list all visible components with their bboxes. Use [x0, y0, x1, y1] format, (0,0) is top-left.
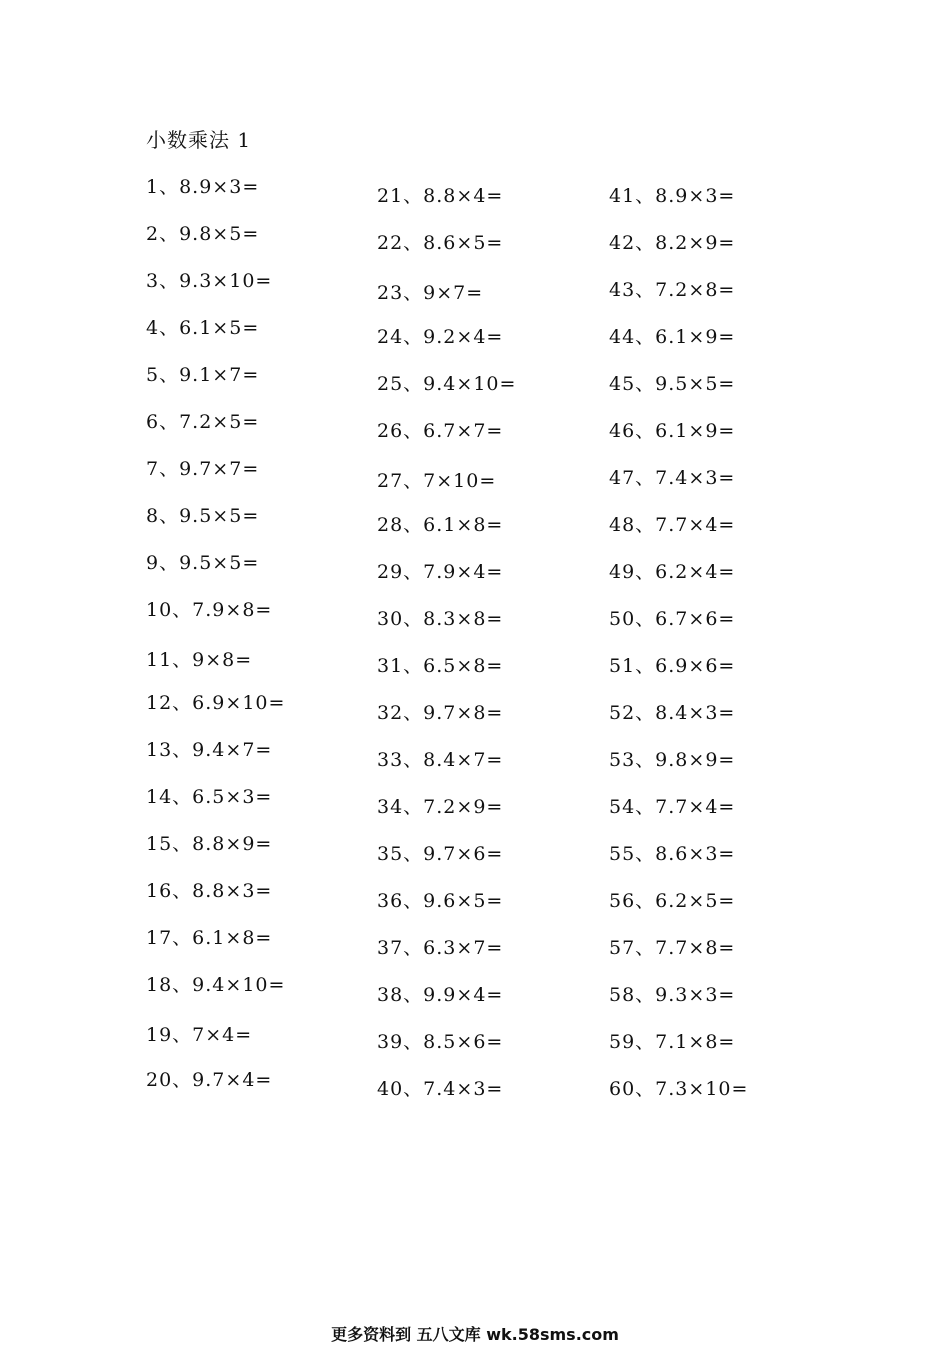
problem-item: 31、6.5×8= [377, 655, 504, 677]
problem-item: 34、7.2×9= [377, 796, 504, 818]
problem-item: 9、9.5×5= [146, 552, 260, 574]
problem-item: 57、7.7×8= [609, 937, 736, 959]
problem-item: 56、6.2×5= [609, 890, 736, 912]
problem-item: 45、9.5×5= [609, 373, 736, 395]
problem-item: 19、7×4= [146, 1024, 253, 1046]
page-title: 小数乘法 1 [146, 128, 252, 152]
problem-item: 43、7.2×8= [609, 279, 736, 301]
problem-item: 26、6.7×7= [377, 420, 504, 442]
problem-item: 53、9.8×9= [609, 749, 736, 771]
problem-item: 22、8.6×5= [377, 232, 504, 254]
problem-item: 47、7.4×3= [609, 467, 736, 489]
problem-item: 13、9.4×7= [146, 739, 273, 761]
problem-item: 14、6.5×3= [146, 786, 273, 808]
problem-item: 33、8.4×7= [377, 749, 504, 771]
problem-item: 40、7.4×3= [377, 1078, 504, 1100]
problem-item: 11、9×8= [146, 649, 253, 671]
problem-item: 44、6.1×9= [609, 326, 736, 348]
problem-item: 15、8.8×9= [146, 833, 273, 855]
problem-item: 58、9.3×3= [609, 984, 736, 1006]
problem-item: 48、7.7×4= [609, 514, 736, 536]
problem-item: 60、7.3×10= [609, 1078, 749, 1100]
problem-item: 32、9.7×8= [377, 702, 504, 724]
problem-item: 46、6.1×9= [609, 420, 736, 442]
problem-item: 3、9.3×10= [146, 270, 273, 292]
problem-item: 24、9.2×4= [377, 326, 504, 348]
problem-item: 4、6.1×5= [146, 317, 260, 339]
problem-item: 41、8.9×3= [609, 185, 736, 207]
problem-item: 27、7×10= [377, 470, 497, 492]
problem-item: 42、8.2×9= [609, 232, 736, 254]
problem-item: 12、6.9×10= [146, 692, 286, 714]
problem-item: 59、7.1×8= [609, 1031, 736, 1053]
footer-watermark: 更多资料到 五八文库 wk.58sms.com [331, 1325, 619, 1344]
problem-item: 30、8.3×8= [377, 608, 504, 630]
problem-item: 51、6.9×6= [609, 655, 736, 677]
problem-item: 29、7.9×4= [377, 561, 504, 583]
problem-item: 20、9.7×4= [146, 1069, 273, 1091]
problem-item: 35、9.7×6= [377, 843, 504, 865]
problem-item: 52、8.4×3= [609, 702, 736, 724]
problem-item: 36、9.6×5= [377, 890, 504, 912]
problem-item: 54、7.7×4= [609, 796, 736, 818]
problem-item: 10、7.9×8= [146, 599, 273, 621]
problem-item: 38、9.9×4= [377, 984, 504, 1006]
problem-item: 5、9.1×7= [146, 364, 260, 386]
problem-item: 25、9.4×10= [377, 373, 517, 395]
problem-item: 1、8.9×3= [146, 176, 260, 198]
problem-item: 6、7.2×5= [146, 411, 260, 433]
problem-item: 8、9.5×5= [146, 505, 260, 527]
problem-item: 55、8.6×3= [609, 843, 736, 865]
problem-item: 39、8.5×6= [377, 1031, 504, 1053]
problem-item: 7、9.7×7= [146, 458, 260, 480]
problem-item: 18、9.4×10= [146, 974, 286, 996]
problem-item: 17、6.1×8= [146, 927, 273, 949]
problem-item: 37、6.3×7= [377, 937, 504, 959]
problem-item: 23、9×7= [377, 282, 484, 304]
problem-item: 50、6.7×6= [609, 608, 736, 630]
problem-item: 2、9.8×5= [146, 223, 260, 245]
problem-item: 16、8.8×3= [146, 880, 273, 902]
problem-item: 49、6.2×4= [609, 561, 736, 583]
problem-item: 21、8.8×4= [377, 185, 504, 207]
problem-item: 28、6.1×8= [377, 514, 504, 536]
